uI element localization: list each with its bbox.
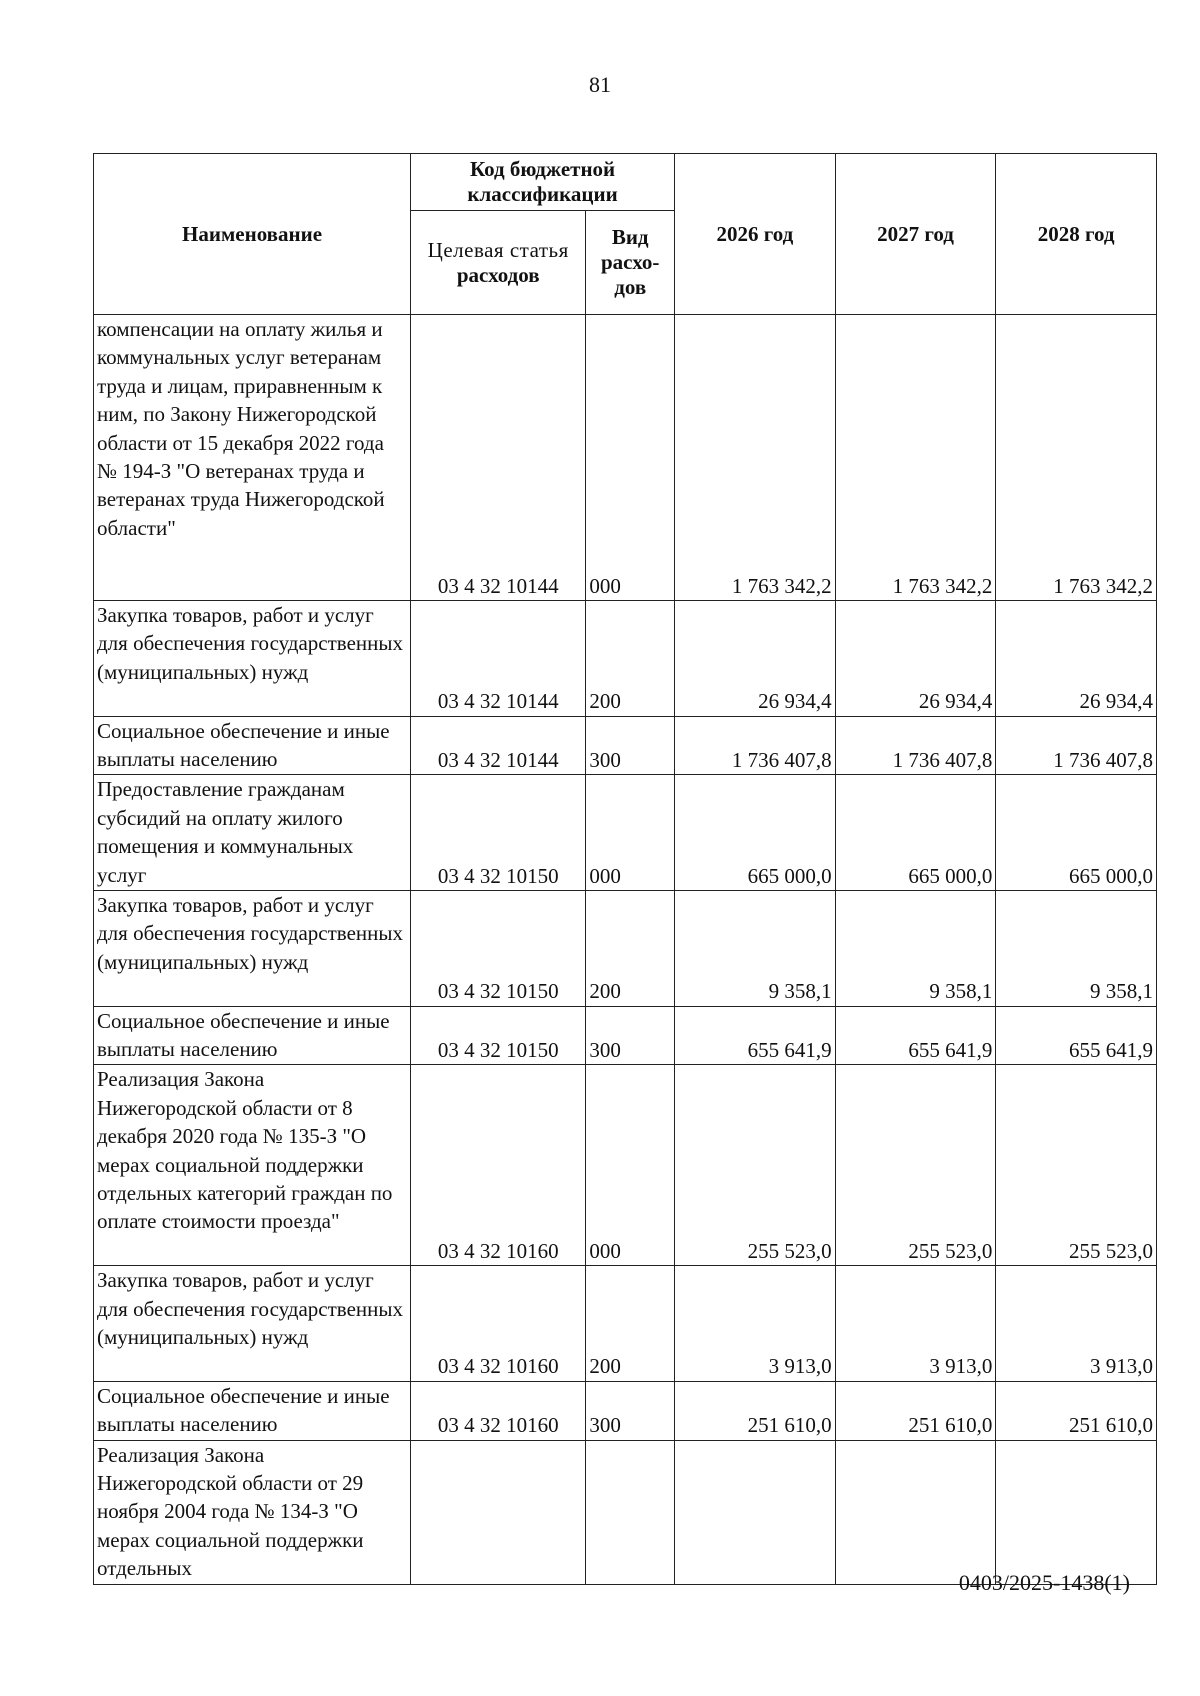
row-expense-type: 000 (586, 775, 675, 891)
row-name: Закупка товаров, работ и услуг для обеспечения государственных (муниципальных) нужд (94, 1266, 411, 1382)
row-amount-2026: 251 610,0 (675, 1381, 836, 1440)
row-amount-2026: 9 358,1 (675, 890, 836, 1006)
table-row (94, 1065, 1157, 1266)
row-target-code: 03 4 32 10144 (411, 601, 586, 717)
row-amount-2026: 1 763 342,2 (675, 315, 836, 601)
row-amount-2027: 251 610,0 (835, 1381, 996, 1440)
row-amount-2027: 1 736 407,8 (835, 716, 996, 775)
header-target-article-line1: Целевая статья (427, 237, 569, 262)
row-name: Социальное обеспечение и иные выплаты населению (94, 1381, 411, 1440)
row-amount-2026: 655 641,9 (675, 1006, 836, 1065)
row-target-code: 03 4 32 10144 (411, 315, 586, 601)
header-target-article-line2: расходов (456, 262, 540, 287)
header-name: Наименование (94, 154, 411, 315)
row-target-code: 03 4 32 10150 (411, 775, 586, 891)
row-amount-2027: 3 913,0 (835, 1266, 996, 1382)
table-row (94, 1266, 1157, 1382)
row-amount-2026: 255 523,0 (675, 1065, 836, 1266)
row-target-code: 03 4 32 10160 (411, 1266, 586, 1382)
row-expense-type: 200 (586, 601, 675, 717)
row-amount-2028: 3 913,0 (996, 1266, 1157, 1382)
header-year-2026: 2026 год (675, 154, 836, 315)
row-amount-2028 (996, 1440, 1157, 1584)
row-name: Социальное обеспечение и иные выплаты населению (94, 1006, 411, 1065)
header-year-2028: 2028 год (996, 154, 1157, 315)
table-body (94, 315, 1157, 1585)
row-amount-2027: 655 641,9 (835, 1006, 996, 1065)
table-row (94, 1381, 1157, 1440)
row-amount-2026: 665 000,0 (675, 775, 836, 891)
row-name: Закупка товаров, работ и услуг для обеспечения государственных (муниципальных) нужд (94, 890, 411, 1006)
table-row (94, 1440, 1157, 1584)
row-target-code: 03 4 32 10160 (411, 1065, 586, 1266)
row-name: Закупка товаров, работ и услуг для обеспечения государственных (муниципальных) нужд (94, 601, 411, 717)
row-target-code (411, 1440, 586, 1584)
row-expense-type: 000 (586, 315, 675, 601)
row-target-code: 03 4 32 10150 (411, 1006, 586, 1065)
table-row (94, 1006, 1157, 1065)
row-target-code: 03 4 32 10150 (411, 890, 586, 1006)
header-target-article (411, 211, 586, 315)
row-expense-type: 300 (586, 1006, 675, 1065)
row-amount-2027: 9 358,1 (835, 890, 996, 1006)
row-amount-2028: 1 763 342,2 (996, 315, 1157, 601)
row-expense-type (586, 1440, 675, 1584)
row-name: компенсации на оплату жилья и коммунальных услуг ветеранам труда и лицам, приравненным к ним, по Закону Нижегородской области от 15 декабря 2022 года № 194-З "О ветеранах труда и ветеранах труда Нижегородской области" (94, 315, 411, 601)
row-amount-2028: 9 358,1 (996, 890, 1157, 1006)
header-budget-code: Код бюджетной классификации (411, 154, 675, 211)
row-amount-2028: 1 736 407,8 (996, 716, 1157, 775)
table-row (94, 890, 1157, 1006)
table-row (94, 716, 1157, 775)
row-amount-2027: 1 763 342,2 (835, 315, 996, 601)
row-expense-type: 300 (586, 1381, 675, 1440)
row-amount-2026: 3 913,0 (675, 1266, 836, 1382)
page-number: 81 (589, 72, 611, 97)
row-amount-2028: 655 641,9 (996, 1006, 1157, 1065)
table-row (94, 315, 1157, 601)
row-name: Реализация Закона Нижегородской области от 29 ноября 2004 года № 134-З "О мерах социальной поддержки отдельных (94, 1440, 411, 1584)
row-amount-2028: 665 000,0 (996, 775, 1157, 891)
row-name: Социальное обеспечение и иные выплаты населению (94, 716, 411, 775)
table-row (94, 601, 1157, 717)
budget-table (93, 153, 1157, 1585)
document-code: 0403/2025-1438(1) (958, 1570, 1130, 1595)
row-amount-2028: 255 523,0 (996, 1065, 1157, 1266)
row-amount-2027: 665 000,0 (835, 775, 996, 891)
header-expense-type: Вид расхо-дов (586, 211, 675, 315)
row-name: Предоставление гражданам субсидий на оплату жилого помещения и коммунальных услуг (94, 775, 411, 891)
row-amount-2026 (675, 1440, 836, 1584)
row-amount-2026: 26 934,4 (675, 601, 836, 717)
row-amount-2027 (835, 1440, 996, 1584)
row-amount-2028: 251 610,0 (996, 1381, 1157, 1440)
row-amount-2027: 26 934,4 (835, 601, 996, 717)
table-row (94, 775, 1157, 891)
row-expense-type: 000 (586, 1065, 675, 1266)
row-target-code: 03 4 32 10160 (411, 1381, 586, 1440)
row-target-code: 03 4 32 10144 (411, 716, 586, 775)
header-year-2027: 2027 год (835, 154, 996, 315)
row-amount-2027: 255 523,0 (835, 1065, 996, 1266)
row-amount-2028: 26 934,4 (996, 601, 1157, 717)
row-name: Реализация Закона Нижегородской области от 8 декабря 2020 года № 135-З "О мерах социальной поддержки отдельных категорий граждан по оплате стоимости проезда" (94, 1065, 411, 1266)
table-header (94, 154, 1157, 315)
row-expense-type: 200 (586, 890, 675, 1006)
row-amount-2026: 1 736 407,8 (675, 716, 836, 775)
row-expense-type: 300 (586, 716, 675, 775)
row-expense-type: 200 (586, 1266, 675, 1382)
